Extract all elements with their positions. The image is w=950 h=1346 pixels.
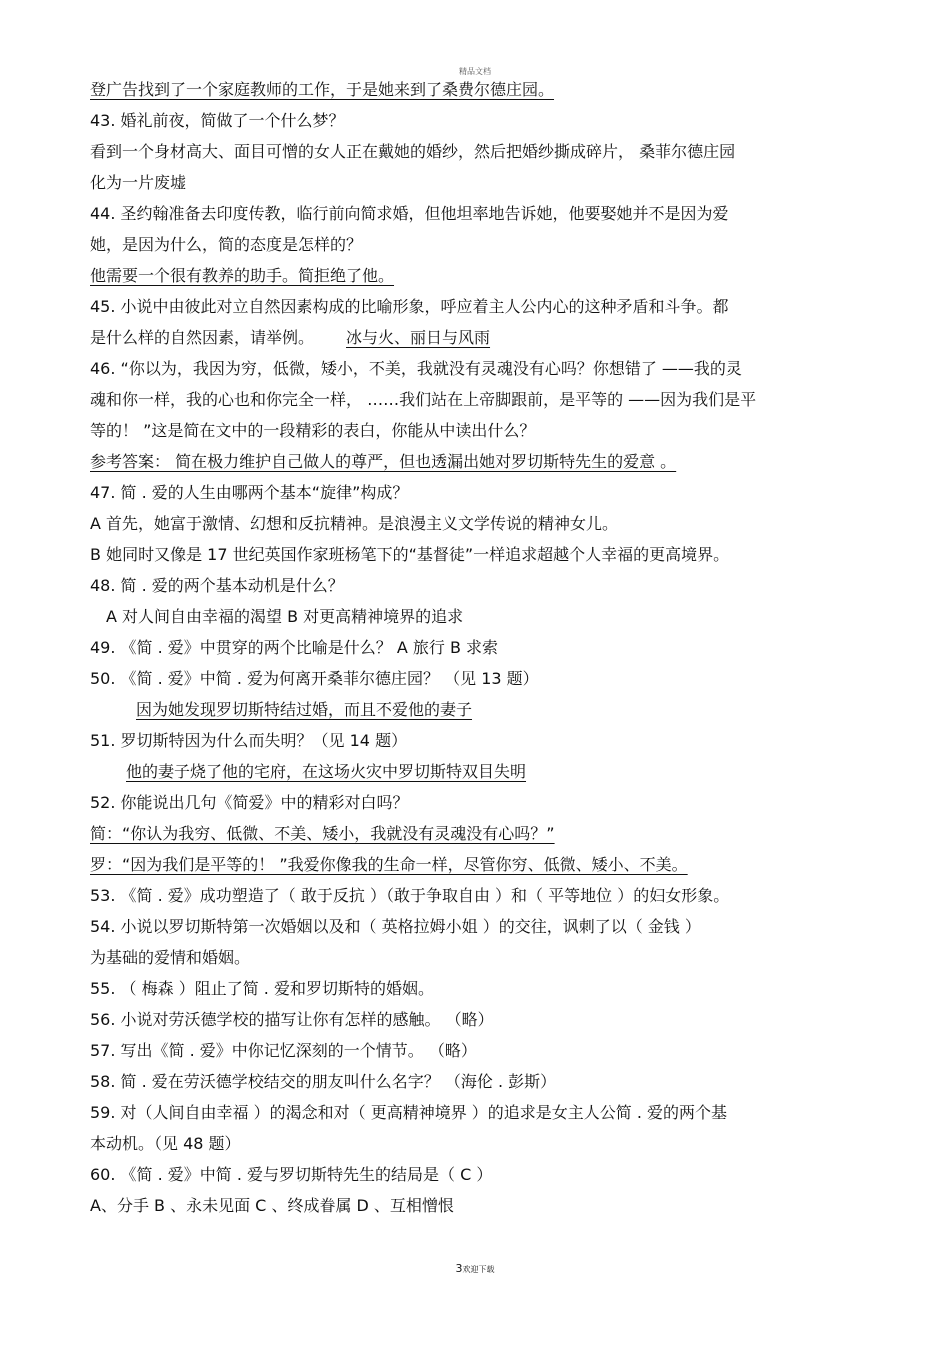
answer-line: 因为她发现罗切斯特结过婚，而且不爱他的妻子 xyxy=(136,700,473,719)
question-53: 53. 《简 . 爱》成功塑造了（ 敢于反抗 ）（敢于争取自由 ）和（ 平等地位 ）的妇女形象。 xyxy=(90,886,730,905)
question-50: 50. 《简 . 爱》中简 . 爱为何离开桑菲尔德庄园？ （见 13 题） xyxy=(90,669,539,688)
question-60: 60. 《简 . 爱》中简 . 爱与罗切斯特先生的结局是（ C ） xyxy=(90,1165,493,1184)
answer-line: 简：“你认为我穷、低微、不美、矮小，我就没有灵魂没有心吗？” xyxy=(90,824,555,843)
question-49: 49. 《简 . 爱》中贯穿的两个比喻是什么？ A 旅行 B 求索 xyxy=(90,638,499,657)
question-line: 魂和你一样，我的心也和你完全一样， ……我们站在上帝脚跟前，是平等的 ——因为我们是平 xyxy=(90,390,757,409)
question-44: 44. 圣约翰准备去印度传教，临行前向简求婚，但他坦率地告诉她，他要娶她并不是因为爱 xyxy=(90,204,729,223)
text-line: 登广告找到了一个家庭教师的工作，于是她来到了桑费尔德庄园。 xyxy=(90,80,555,99)
question-59: 59. 对（人间自由幸福 ）的渴念和对（ 更高精神境界 ）的追求是女主人公简 . 爱的两个基 xyxy=(90,1103,728,1122)
question-line: 本动机。（见 48 题） xyxy=(90,1134,241,1153)
answer-line: 他需要一个很有教养的助手。简拒绝了他。 xyxy=(90,266,395,285)
question-52: 52. 你能说出几句《简爱》中的精彩对白吗？ xyxy=(90,793,409,812)
question-line: 为基础的爱情和婚姻。 xyxy=(90,948,251,967)
question-57: 57. 写出《简 . 爱》中你记忆深刻的一个情节。 （略） xyxy=(90,1041,477,1060)
page-number: 3 xyxy=(455,1262,463,1275)
answer-line: 化为一片废墟 xyxy=(90,173,187,192)
page-header: 精品文档 xyxy=(459,67,491,76)
page-footer xyxy=(0,1262,950,1275)
document-body xyxy=(90,80,860,1227)
answer-line: 罗：“因为我们是平等的！ ”我爱你像我的生命一样，尽管你穷、低微、矮小、不美。 xyxy=(90,855,688,874)
question-43: 43. 婚礼前夜，简做了一个什么梦？ xyxy=(90,111,345,130)
question-47: 47. 简 . 爱的人生由哪两个基本“旋律”构成？ xyxy=(90,483,409,502)
question-line: 等的！ ”这是简在文中的一段精彩的表白，你能从中读出什么？ xyxy=(90,421,536,440)
choice-options: A、分手 B 、永未见面 C 、终成眷属 D 、互相憎恨 xyxy=(90,1196,454,1215)
question-54: 54. 小说以罗切斯特第一次婚姻以及和（ 英格拉姆小姐 ）的交往，讽刺了以（ 金钱 ） xyxy=(90,917,701,936)
question-55: 55. （ 梅森 ）阻止了简 . 爱和罗切斯特的婚姻。 xyxy=(90,979,434,998)
question-48: 48. 简 . 爱的两个基本动机是什么？ xyxy=(90,576,344,595)
answer-45: 冰与火、丽日与风雨 xyxy=(346,328,491,347)
question-56: 56. 小说对劳沃德学校的描写让你有怎样的感触。 （略） xyxy=(90,1010,494,1029)
answer-line: A 首先，她富于激情、幻想和反抗精神。是浪漫主义文学传说的精神女儿。 xyxy=(90,514,619,533)
answer-line: 参考答案： 简在极力维护自己做人的尊严，但也透漏出她对罗切斯特先生的爱意 。 xyxy=(90,452,677,471)
answer-line: A 对人间自由幸福的渴望 B 对更高精神境界的追求 xyxy=(106,607,464,626)
question-46: 46. “你以为，我因为穷，低微，矮小，不美，我就没有灵魂没有心吗？你想错了 ——我的灵 xyxy=(90,359,742,378)
question-45: 45. 小说中由彼此对立自然因素构成的比喻形象，呼应着主人公内心的这种矛盾和斗争。都 xyxy=(90,297,729,316)
question-51: 51. 罗切斯特因为什么而失明？（见 14 题） xyxy=(90,731,408,750)
question-58: 58. 简 . 爱在劳沃德学校结交的朋友叫什么名字？ （海伦 . 彭斯） xyxy=(90,1072,557,1091)
answer-line: 看到一个身材高大、面目可憎的女人正在戴她的婚纱，然后把婚纱撕成碎片， 桑菲尔德庄园 xyxy=(90,142,736,161)
question-line: 她，是因为什么，简的态度是怎样的？ xyxy=(90,235,363,254)
question-line: 是什么样的自然因素，请举例。 冰与火、丽日与风雨 xyxy=(90,328,491,347)
footer-label: 欢迎下载 xyxy=(462,1265,495,1274)
answer-line: B 她同时又像是 17 世纪英国作家班杨笔下的“基督徒”一样追求超越个人幸福的更高境界。 xyxy=(90,545,730,564)
answer-line: 他的妻子烧了他的宅府，在这场火灾中罗切斯特双目失明 xyxy=(126,762,527,781)
